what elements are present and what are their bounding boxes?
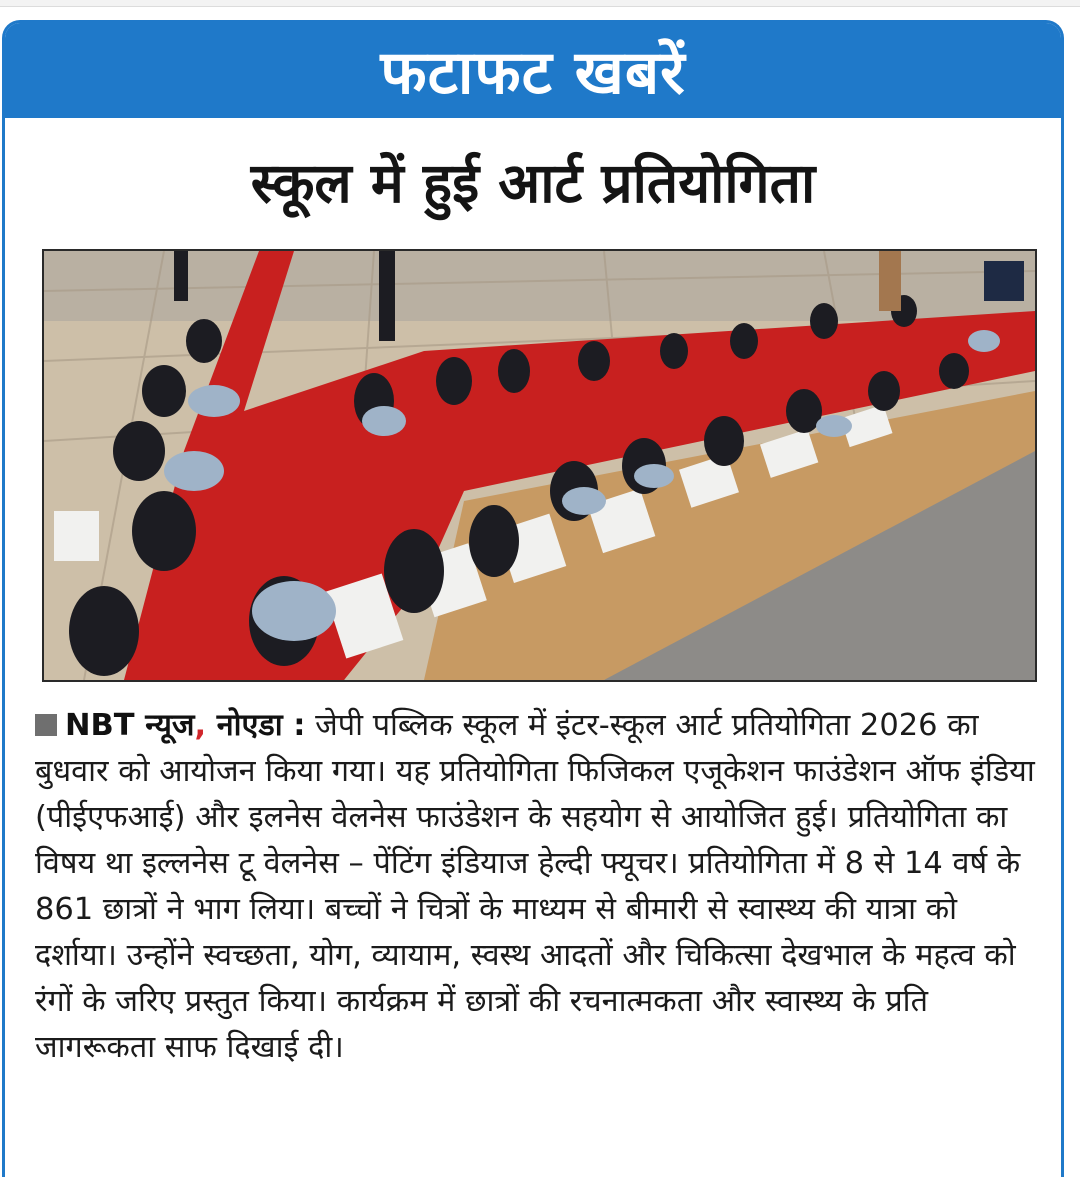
article-body <box>35 703 1045 1071</box>
dateline-place: नोएडा : <box>206 708 306 743</box>
page-top-edge <box>0 0 1080 7</box>
article-text: जेपी पब्लिक स्कूल में इंटर-स्कूल आर्ट प्रतियोगिता 2026 का बुधवार को आयोजन किया गया। यह प्रतियोगिता फिजिकल एजूकेशन फाउंडेशन ऑफ इंडिया (पीईएफआई) और इलनेस वेलनेस फाउंडेशन के सहयोग से आयोजित हुई। प्रतियोगिता का विषय था इल्लनेस टू वेलनेस – पेंटिंग इंडियाज हेल्दी फ्यूचर। प्रतियोगिता में 8 से 14 वर्ष के 861 छात्रों ने भाग लिया। बच्चों ने चित्रों के माध्यम से बीमारी से स्वास्थ्य की यात्रा को दर्शाया। उन्होंने स्वच्छता, योग, व्यायाम, स्वस्थ आदतों और चिकित्सा देखभाल के महत्व को रंगों के जरिए प्रस्तुत किया। कार्यक्रम में छात्रों की रचनात्मकता और स्वास्थ्य के प्रति जागरूकता साफ दिखाई दी। <box>35 708 1035 1065</box>
section-banner <box>5 23 1061 118</box>
dateline-comma: , <box>194 708 207 743</box>
art-competition-photo <box>42 249 1037 682</box>
section-banner-title: फटाफट खबरें <box>380 37 686 108</box>
article-paragraph <box>35 703 1045 1071</box>
bullet-square-icon <box>35 714 57 736</box>
article-headline: स्कूल में हुई आर्ट प्रतियोगिता <box>250 151 816 215</box>
news-clipping <box>2 20 1064 1177</box>
dateline-source: NBT न्यूज <box>65 708 195 743</box>
